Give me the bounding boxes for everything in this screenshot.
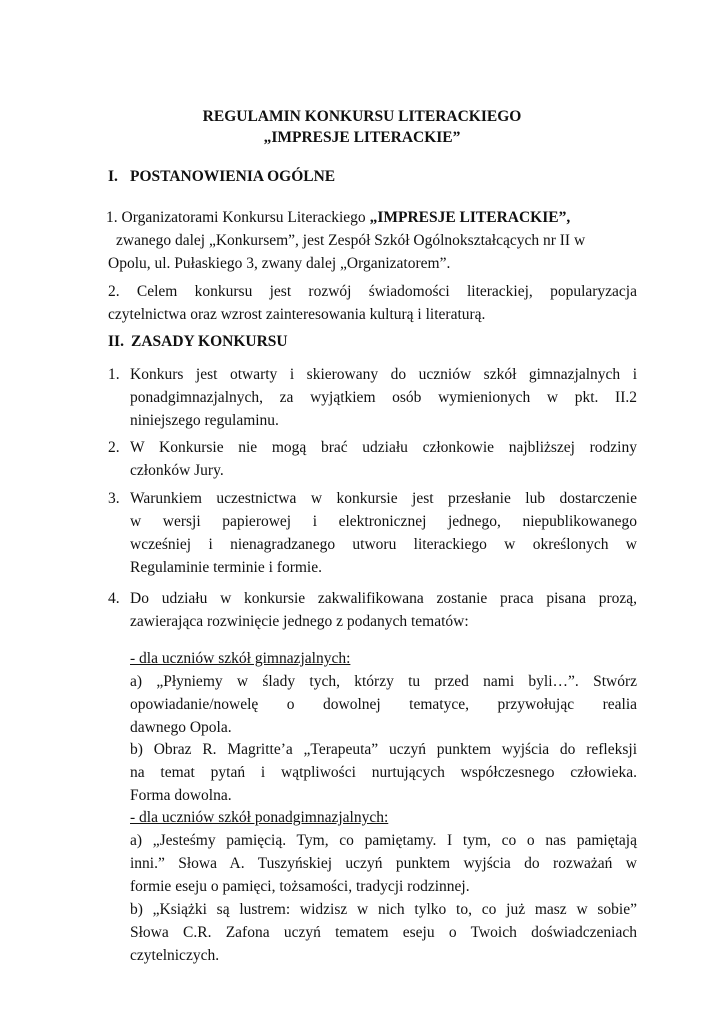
middle-school-heading: - dla uczniów szkół gimnazjalnych:	[130, 650, 351, 667]
title-line-2: „IMPRESJE LITERACKIE”	[263, 129, 461, 146]
rule-4-number: 4.	[108, 590, 120, 607]
rule-4-line: zawierająca rozwinięcie jednego z podanych tematów:	[130, 613, 469, 630]
middle-school-topic-a-line: dawnego Opola.	[130, 719, 232, 736]
rule-3-number: 3.	[108, 490, 120, 507]
title-line-1: REGULAMIN KONKURSU LITERACKIEGO	[202, 108, 522, 125]
section-2-number: II.	[108, 333, 124, 350]
section-1-paragraph-2-line-1: 2. Celem konkursu jest rozwój świadomości literackiej, popularyzacja	[108, 283, 637, 300]
rule-1-line: niniejszego regulaminu.	[130, 412, 279, 429]
middle-school-topic-b-line: na temat pytań i wątpliwości nurtujących współczesnego człowieka.	[130, 764, 637, 781]
rule-4-line: Do udziału w konkursie zakwalifikowana zostanie praca pisana prozą,	[130, 590, 637, 607]
rule-3-line: Warunkiem uczestnictwa w konkursie jest przesłanie lub dostarczenie	[130, 490, 637, 507]
rule-1-line: ponadgimnazjalnych, za wyjątkiem osób wymienionych w pkt. II.2	[130, 389, 637, 406]
middle-school-topic-b-line: Forma dowolna.	[130, 787, 232, 804]
high-school-topic-b-line: czytelniczych.	[130, 947, 220, 964]
section-1-paragraph-1-line-1	[106, 206, 570, 230]
middle-school-topic-a-line: opowiadanie/nowelę o dowolnej tematyce, przywołując realia	[130, 696, 637, 713]
section-1-paragraph-1-line-2: zwanego dalej „Konkursem”, jest Zespół Szkół Ogólnokształcących nr II w	[116, 232, 586, 249]
high-school-topic-a-line: formie eseju o pamięci, tożsamości, tradycji rodzinnej.	[130, 878, 470, 895]
rule-2-line: W Konkursie nie mogą brać udziału członkowie najbliższej rodziny	[130, 439, 637, 456]
section-1-number: I.	[108, 168, 118, 185]
middle-school-topic-a-line: a) „Płyniemy w ślady tych, którzy tu przed nami byli…”. Stwórz	[130, 673, 637, 690]
section-1-heading: POSTANOWIENIA OGÓLNE	[130, 168, 336, 185]
high-school-topic-b-line: Słowa C.R. Zafona uczyń tematem eseju o Twoich doświadczeniach	[130, 924, 637, 941]
rule-1-number: 1.	[108, 366, 120, 383]
rule-3-line: wcześniej i nienagradzanego utworu literackiego w określonych w	[130, 536, 637, 553]
paragraph-1-text: 1. Organizatorami Konkursu Literackiego	[106, 209, 370, 226]
section-1-paragraph-2-line-2: czytelnictwa oraz wzrost zainteresowania kulturą i literaturą.	[108, 306, 486, 323]
middle-school-topic-b-line: b) Obraz R. Magritte’a „Terapeuta” uczyń punktem wyjścia do refleksji	[130, 741, 637, 758]
section-1-paragraph-1-line-3: Opolu, ul. Pułaskiego 3, zwany dalej „Organizatorem”.	[108, 255, 451, 272]
high-school-topic-a-line: inni.” Słowa A. Tuszyńskiej uczyń punktem wyjścia do rozważań w	[130, 855, 637, 872]
rule-2-number: 2.	[108, 439, 120, 456]
rule-3-line: w wersji papierowej i elektronicznej jednego, niepublikowanego	[130, 513, 637, 530]
high-school-topic-b-line: b) „Książki są lustrem: widzisz w nich tylko to, co już masz w sobie”	[130, 901, 637, 918]
high-school-topic-a-line: a) „Jesteśmy pamięcią. Tym, co pamiętamy. I tym, co o nas pamiętają	[130, 832, 637, 849]
contest-name-bold: „IMPRESJE LITERACKIE”,	[369, 209, 571, 226]
section-2-heading: ZASADY KONKURSU	[131, 333, 288, 350]
rule-1-line: Konkurs jest otwarty i skierowany do uczniów szkół gimnazjalnych i	[130, 366, 637, 383]
rule-2-line: członków Jury.	[130, 462, 224, 479]
rule-3-line: Regulaminie terminie i formie.	[130, 559, 322, 576]
high-school-heading: - dla uczniów szkół ponadgimnazjalnych:	[130, 809, 389, 826]
